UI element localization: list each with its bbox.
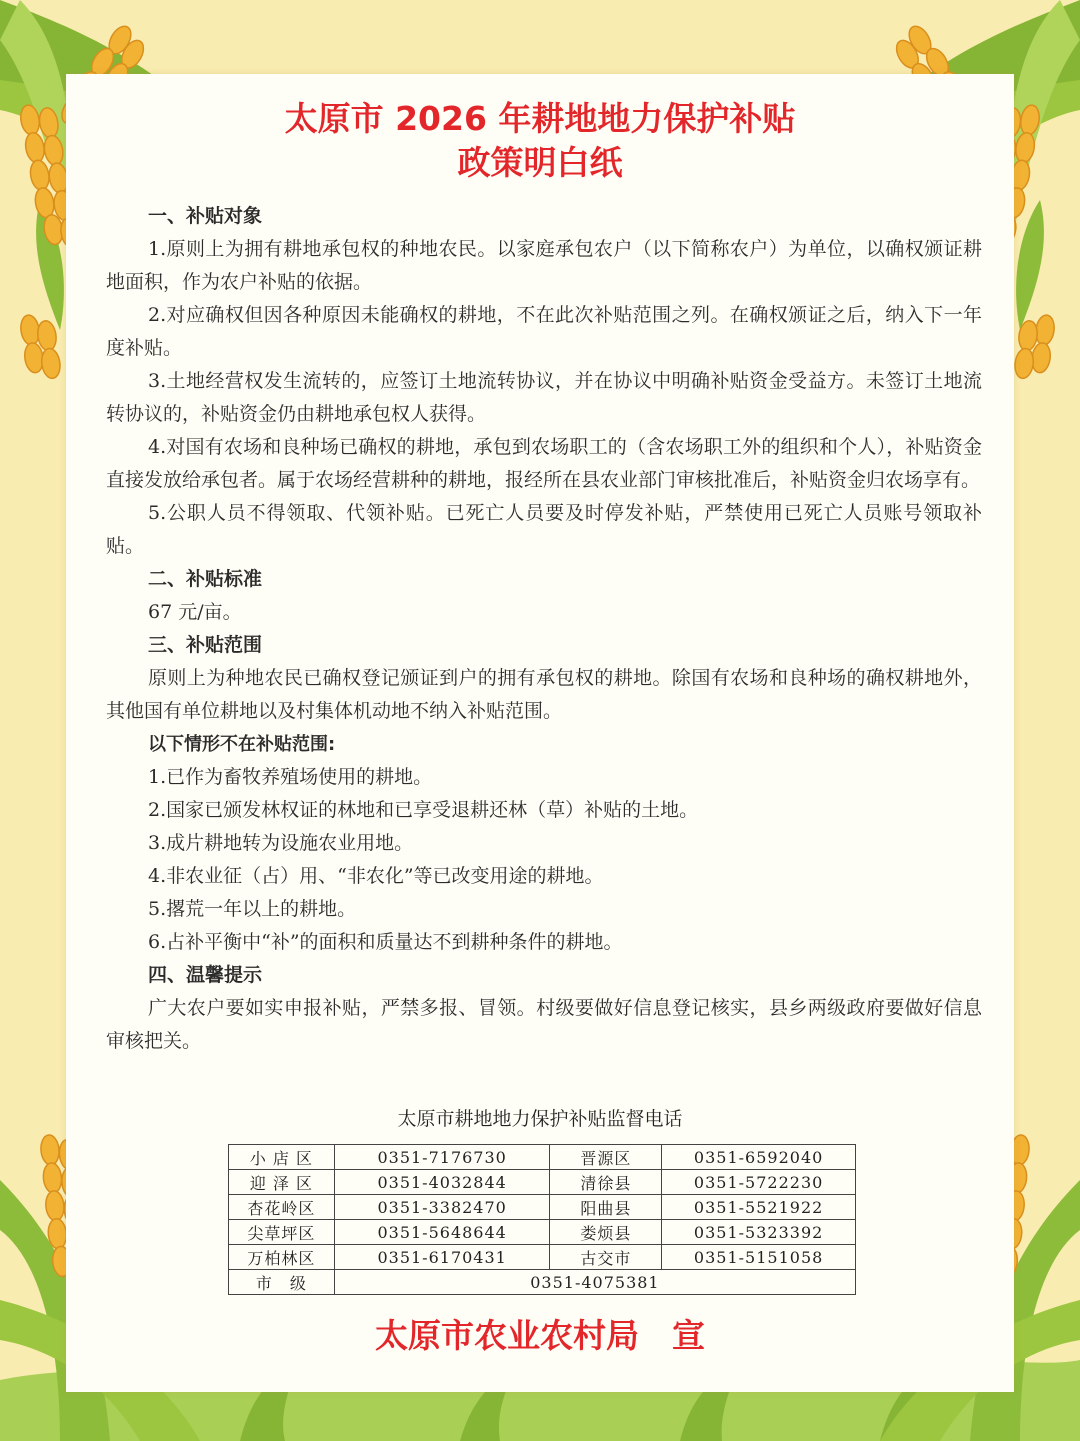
district-name: 万柏林区 <box>229 1245 335 1270</box>
table-row <box>229 1245 856 1270</box>
list-item: 3.土地经营权发生流转的，应签订土地流转协议，并在协议中明确补贴资金受益方。未签订土地流转协议的，补贴资金仍由耕地承包权人获得。 <box>106 370 982 425</box>
section-heading-subsidy-standard: 二、补贴标准 <box>148 568 263 590</box>
list-item: 1.已作为畜牧养殖场使用的耕地。 <box>148 766 433 788</box>
issuer-footer: 太原市农业农村局 宣 <box>375 1316 705 1355</box>
district-name: 迎 泽 区 <box>229 1170 335 1195</box>
list-item: 5.公职人员不得领取、代领补贴。已死亡人员要及时停发补贴，严禁使用已死亡人员账号领取补贴。 <box>106 502 982 557</box>
list-item: 1.原则上为拥有耕地承包权的种地农民。以家庭承包农户（以下简称农户）为单位，以确权颁证耕地面积，作为农户补贴的依据。 <box>106 238 982 293</box>
list-item: 3.成片耕地转为设施农业用地。 <box>148 832 414 854</box>
phone-number: 0351-5648644 <box>334 1220 550 1245</box>
district-name: 娄烦县 <box>550 1220 662 1245</box>
district-name: 古交市 <box>550 1245 662 1270</box>
district-name: 尖草坪区 <box>229 1220 335 1245</box>
policy-content <box>106 200 982 1058</box>
list-item: 5.撂荒一年以上的耕地。 <box>148 898 357 920</box>
list-item: 4.非农业征（占）用、“非农化”等已改变用途的耕地。 <box>148 865 604 887</box>
section-heading-subsidy-target: 一、补贴对象 <box>148 205 263 227</box>
table-row <box>229 1195 856 1220</box>
table-row <box>229 1270 856 1295</box>
city-level-phone: 0351-4075381 <box>334 1270 855 1295</box>
district-name: 杏花岭区 <box>229 1195 335 1220</box>
subsidy-standard-text: 67 元/亩。 <box>148 601 242 623</box>
phone-number: 0351-4032844 <box>334 1170 550 1195</box>
supervision-phone-title: 太原市耕地地力保护补贴监督电话 <box>397 1108 683 1130</box>
list-item: 2.对应确权但因各种原因未能确权的耕地，不在此次补贴范围之列。在确权颁证之后，纳入下一年度补贴。 <box>106 304 982 359</box>
document-title-line1: 太原市 2026 年耕地地力保护补贴 <box>284 99 796 138</box>
list-item: 4.对国有农场和良种场已确权的耕地，承包到农场职工的（含农场职工外的组织和个人），补贴资金直接发放给承包者。属于农场经营耕种的耕地，报经所在县农业部门审核批准后，补贴资金归农场享有。 <box>106 436 982 491</box>
district-name: 阳曲县 <box>550 1195 662 1220</box>
phone-number: 0351-5151058 <box>662 1245 856 1270</box>
section-heading-subsidy-scope: 三、补贴范围 <box>148 634 263 656</box>
phone-number: 0351-5323392 <box>662 1220 856 1245</box>
subsidy-scope-text: 原则上为种地农民已确权登记颁证到户的拥有承包权的耕地。除国有农场和良种场的确权耕地外，其他国有单位耕地以及村集体机动地不纳入补贴范围。 <box>106 667 982 722</box>
section-heading-tips: 四、温馨提示 <box>148 964 263 986</box>
phone-number: 0351-5521922 <box>662 1195 856 1220</box>
table-row <box>229 1145 856 1170</box>
tips-text: 广大农户要如实申报补贴，严禁多报、冒领。村级要做好信息登记核实，县乡两级政府要做好信息审核把关。 <box>106 997 982 1052</box>
phone-number: 0351-5722230 <box>662 1170 856 1195</box>
phone-number: 0351-7176730 <box>334 1145 550 1170</box>
phone-number: 0351-6170431 <box>334 1245 550 1270</box>
district-name: 晋源区 <box>550 1145 662 1170</box>
table-row <box>229 1220 856 1245</box>
city-level-label: 市 级 <box>229 1270 335 1295</box>
document-title-line2: 政策明白纸 <box>457 143 623 182</box>
table-row <box>229 1170 856 1195</box>
list-item: 2.国家已颁发林权证的林地和已享受退耕还林（草）补贴的土地。 <box>148 799 699 821</box>
supervision-phone-table <box>228 1144 856 1295</box>
phone-number: 0351-3382470 <box>334 1195 550 1220</box>
phone-number: 0351-6592040 <box>662 1145 856 1170</box>
list-item: 6.占补平衡中“补”的面积和质量达不到耕种条件的耕地。 <box>148 931 623 953</box>
exclusions-heading: 以下情形不在补贴范围: <box>148 734 336 755</box>
district-name: 清徐县 <box>550 1170 662 1195</box>
district-name: 小 店 区 <box>229 1145 335 1170</box>
